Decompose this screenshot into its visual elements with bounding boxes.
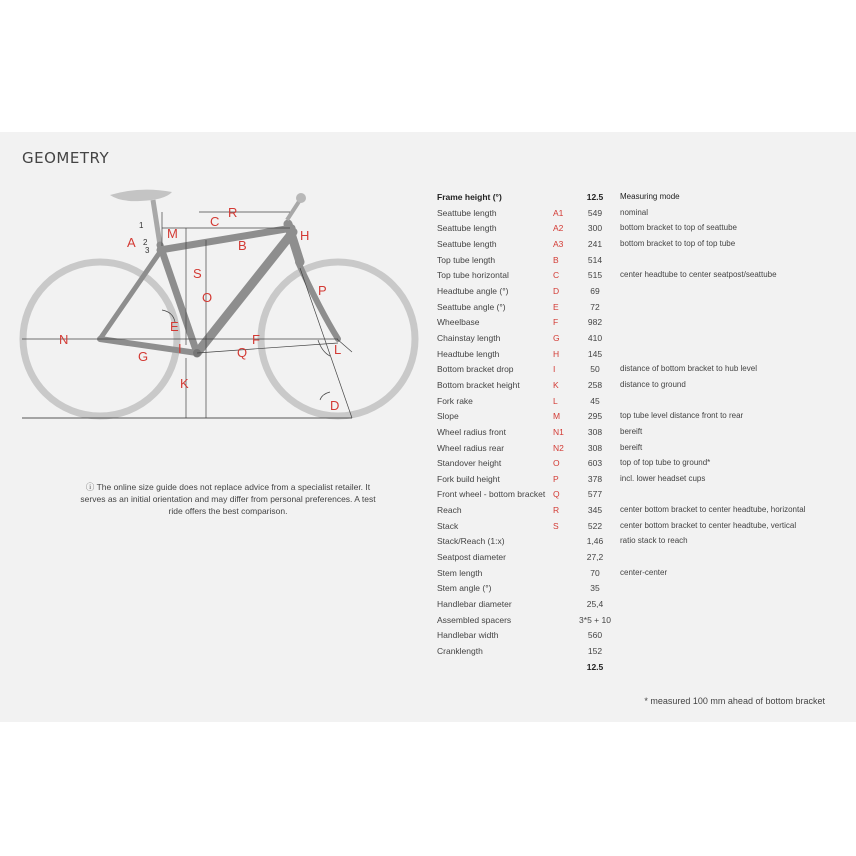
row-value: 560 xyxy=(587,630,603,641)
label-f: F xyxy=(252,332,260,347)
row-code: H xyxy=(553,348,560,359)
row-label: Reach xyxy=(437,505,462,516)
row-label: Stack xyxy=(437,520,459,531)
handlebar xyxy=(296,193,306,203)
row-value: 25,4 xyxy=(586,599,604,610)
row-label: Headtube angle (°) xyxy=(437,285,509,296)
label-p: P xyxy=(318,283,327,298)
row-note: distance to ground xyxy=(620,379,686,389)
label-g: G xyxy=(138,349,149,364)
row-label: Handlebar diameter xyxy=(437,599,512,610)
row-value: 145 xyxy=(587,348,603,359)
footnote: * measured 100 mm ahead of bottom bracket xyxy=(644,696,825,706)
row-code: L xyxy=(553,395,558,406)
row-label: Seattube angle (°) xyxy=(437,301,506,312)
row-note: center bottom bracket to center headtube, horizontal xyxy=(620,505,806,515)
label-e: E xyxy=(170,319,179,334)
row-note: bottom bracket to top of seattube xyxy=(620,223,737,233)
row-label: Wheelbase xyxy=(437,317,480,328)
row-label: Headtube length xyxy=(437,348,500,359)
row-label: Seattube length xyxy=(437,207,497,218)
row-label: Bottom bracket drop xyxy=(437,364,514,375)
row-label: Top tube length xyxy=(437,254,496,265)
row-code: N1 xyxy=(553,426,564,437)
label-a: A xyxy=(127,235,136,250)
row-label: Top tube horizontal xyxy=(437,270,509,281)
label-c: C xyxy=(210,214,220,229)
row-label: Seattube length xyxy=(437,238,497,249)
row-value: 603 xyxy=(587,458,603,469)
seatpost xyxy=(153,200,160,245)
stem xyxy=(287,200,300,220)
label-o: O xyxy=(202,290,213,305)
row-value: 152 xyxy=(587,646,603,657)
row-code: R xyxy=(553,505,560,516)
frame xyxy=(100,224,338,353)
header-value: 12.5 xyxy=(586,192,604,202)
row-value: 258 xyxy=(587,379,603,390)
row-value: 514 xyxy=(587,254,603,265)
row-value: 295 xyxy=(587,411,603,422)
row-label: Wheel radius front xyxy=(437,426,506,437)
label-h: H xyxy=(300,228,310,243)
row-code: D xyxy=(553,285,560,296)
label-r: R xyxy=(228,205,238,220)
row-value: 72 xyxy=(590,301,600,312)
row-label: Assembled spacers xyxy=(437,614,512,625)
row-note: bottom bracket to top of top tube xyxy=(620,238,736,248)
row-value: 27,2 xyxy=(586,552,604,563)
saddle xyxy=(110,190,172,202)
row-value: 577 xyxy=(587,489,603,500)
row-value: 1,46 xyxy=(586,536,604,547)
row-code: F xyxy=(553,317,559,328)
header-label: Frame height (°) xyxy=(437,192,502,202)
row-code: G xyxy=(553,332,560,343)
label-2: 2 xyxy=(143,238,148,247)
row-label: Fork build height xyxy=(437,473,500,484)
row-label: Standover height xyxy=(437,458,502,469)
label-k: K xyxy=(180,376,189,391)
label-i: I xyxy=(178,341,182,356)
row-code: A1 xyxy=(553,207,564,218)
page-title: GEOMETRY xyxy=(22,149,110,167)
row-label: Stem angle (°) xyxy=(437,583,492,594)
row-label: Stem length xyxy=(437,567,483,578)
label-l: L xyxy=(334,342,342,357)
row-value: 45 xyxy=(590,395,600,406)
row-code: E xyxy=(553,301,559,312)
row-code: I xyxy=(553,364,556,375)
row-value: 300 xyxy=(587,223,603,234)
row-note: incl. lower headset cups xyxy=(620,473,706,483)
row-value: 3*5 + 10 xyxy=(579,614,611,625)
row-value: 35 xyxy=(590,583,600,594)
row-code: S xyxy=(553,520,559,531)
row-code: P xyxy=(553,473,559,484)
row-note: top tube level distance front to rear xyxy=(620,411,744,421)
row-code: B xyxy=(553,254,559,265)
row-label: Fork rake xyxy=(437,395,473,406)
row-note: nominal xyxy=(620,207,649,217)
row-label: Stack/Reach (1:x) xyxy=(437,536,505,547)
label-1: 1 xyxy=(139,221,144,230)
row-label: Seatpost diameter xyxy=(437,552,506,563)
row-note: center bottom bracket to center headtube, vertical xyxy=(620,520,797,530)
row-note: bereift xyxy=(620,442,643,452)
label-m: M xyxy=(167,226,178,241)
footer-value: 12.5 xyxy=(586,661,604,672)
label-d: D xyxy=(330,398,340,413)
row-value: 515 xyxy=(587,270,603,281)
row-code: A2 xyxy=(553,223,564,234)
row-code: A3 xyxy=(553,238,564,249)
row-label: Wheel radius rear xyxy=(437,442,505,453)
row-label: Slope xyxy=(437,411,459,422)
row-code: O xyxy=(553,458,560,469)
row-note: top of top tube to ground* xyxy=(620,458,711,468)
label-q: Q xyxy=(237,345,248,360)
row-value: 345 xyxy=(587,505,603,516)
row-value: 378 xyxy=(587,473,603,484)
label-b: B xyxy=(238,238,247,253)
row-value: 50 xyxy=(590,364,600,375)
row-code: N2 xyxy=(553,442,564,453)
row-note: center-center xyxy=(620,567,668,577)
row-label: Chainstay length xyxy=(437,332,501,343)
label-n: N xyxy=(59,332,69,347)
row-value: 308 xyxy=(587,426,603,437)
geometry-diagram xyxy=(0,182,430,482)
header-mode: Measuring mode xyxy=(620,192,680,201)
geometry-panel xyxy=(0,132,856,722)
row-note: center headtube to center seatpost/seattube xyxy=(620,270,777,280)
row-label: Cranklength xyxy=(437,646,483,657)
row-label: Seattube length xyxy=(437,223,497,234)
label-s: S xyxy=(193,266,202,281)
row-value: 70 xyxy=(590,567,600,578)
row-label: Bottom bracket height xyxy=(437,379,520,390)
row-note: bereift xyxy=(620,426,643,436)
row-value: 982 xyxy=(587,317,603,328)
row-label: Handlebar width xyxy=(437,630,499,641)
row-label: Front wheel - bottom bracket xyxy=(437,489,546,500)
row-note: distance of bottom bracket to hub level xyxy=(620,364,757,374)
size-guide-note: ⓘ The online size guide does not replace advice from a specialist retailer. It serves as an initial orientation and may differ from personal preferences. A test ride offers the best comparison. xyxy=(80,482,376,516)
row-note: ratio stack to reach xyxy=(620,536,688,546)
row-value: 241 xyxy=(587,238,603,249)
row-value: 522 xyxy=(587,520,603,531)
row-code: K xyxy=(553,379,559,390)
row-code: M xyxy=(553,411,561,422)
row-value: 549 xyxy=(587,207,603,218)
row-value: 410 xyxy=(587,332,603,343)
row-code: C xyxy=(553,270,560,281)
row-code: Q xyxy=(553,489,560,500)
row-value: 69 xyxy=(590,285,600,296)
label-3: 3 xyxy=(145,246,150,255)
row-value: 308 xyxy=(587,442,603,453)
